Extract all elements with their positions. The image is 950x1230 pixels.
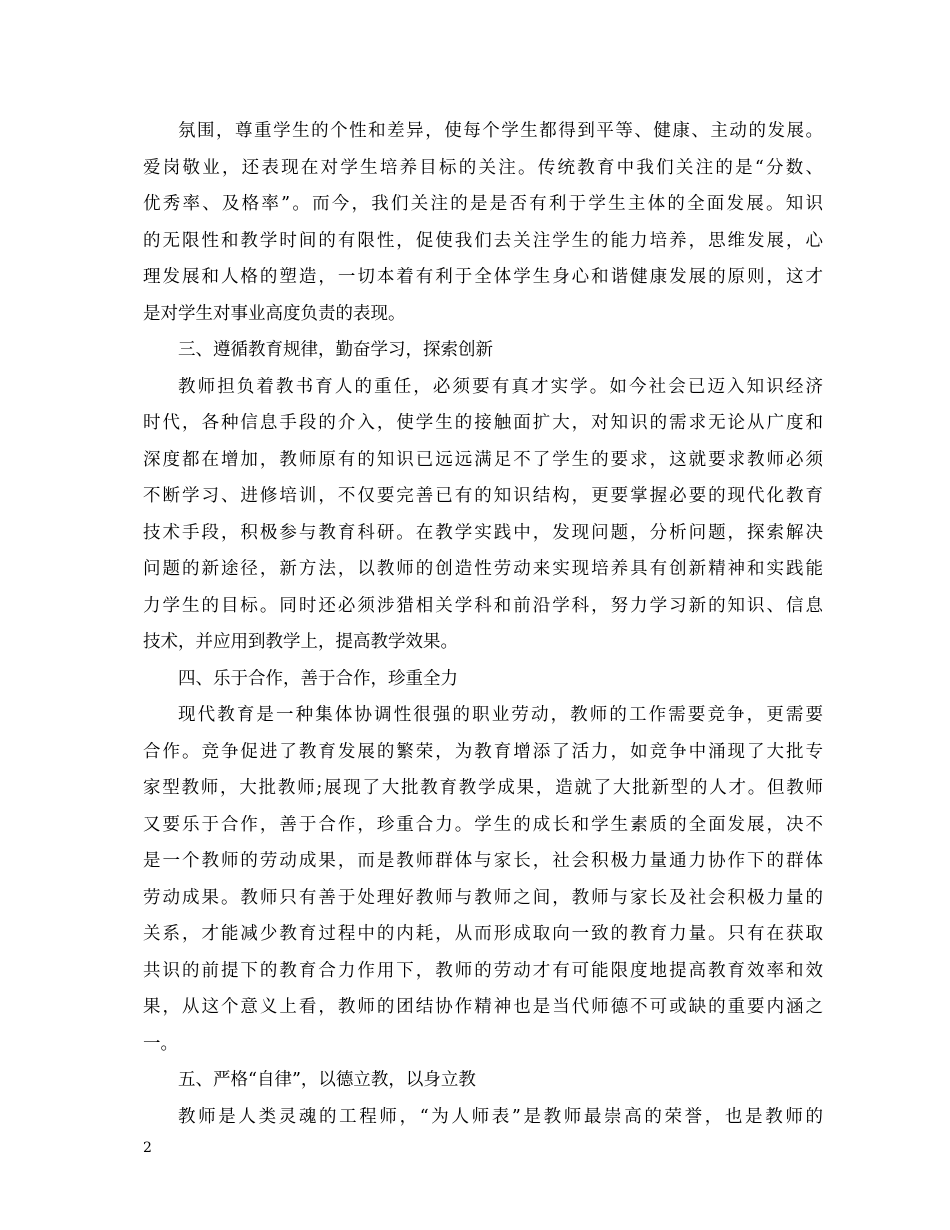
text-line: 时代，各种信息手段的介入，使学生的接触面扩大，对知识的需求无论从广度和 bbox=[143, 413, 823, 433]
page-number: 2 bbox=[143, 1140, 152, 1156]
text-line: 是对学生对事业高度负责的表现。 bbox=[143, 303, 406, 324]
text-line: 教师是人类灵魂的工程师，“为人师表”是教师最崇高的荣誉，也是教师的 bbox=[178, 1106, 823, 1127]
text-line: 力学生的目标。同时还必须涉猎相关学科和前沿学科，努力学习新的知识、信息 bbox=[143, 595, 823, 616]
text-line: 家型教师，大批教师;展现了大批教育教学成果，造就了大批新型的人才。但教师 bbox=[143, 778, 823, 798]
text-line: 果，从这个意义上看，教师的团结协作精神也是当代师德不可或缺的重要内涵之 bbox=[143, 997, 823, 1017]
text-line: 三、遵循教育规律，勤奋学习，探索创新 bbox=[178, 340, 493, 360]
text-line: 合作。竞争促进了教育发展的繁荣，为教育增添了活力，如竞争中涌现了大批专 bbox=[143, 741, 823, 762]
text-line: 是一个教师的劳动成果，而是教师群体与家长，社会积极力量通力协作下的群体 bbox=[143, 851, 823, 871]
text-line: 爱岗敬业，还表现在对学生培养目标的关注。传统教育中我们关注的是“分数、 bbox=[143, 157, 823, 178]
text-line: 劳动成果。教师只有善于处理好教师与教师之间，教师与家长及社会积极力量的 bbox=[143, 887, 823, 908]
text-line: 深度都在增加，教师原有的知识已远远满足不了学生的要求，这就要求教师必须 bbox=[143, 449, 823, 470]
text-line: 技术，并应用到教学上，提高教学效果。 bbox=[143, 632, 458, 652]
text-line: 又要乐于合作，善于合作，珍重合力。学生的成长和学生素质的全面发展，决不 bbox=[143, 814, 823, 835]
text-line: 技术手段，积极参与教育科研。在教学实践中，发现问题，分析问题，探索解决 bbox=[143, 522, 823, 543]
text-line: 理发展和人格的塑造，一切本着有利于全体学生身心和谐健康发展的原则，这才 bbox=[143, 267, 823, 287]
text-line: 现代教育是一种集体协调性很强的职业劳动，教师的工作需要竞争，更需要 bbox=[178, 705, 823, 725]
text-line: 不断学习、进修培训，不仅要完善已有的知识结构，更要掌握必要的现代化教育 bbox=[143, 486, 823, 506]
text-line: 氛围，尊重学生的个性和差异，使每个学生都得到平等、健康、主动的发展。 bbox=[178, 121, 823, 141]
text-line: 关系，才能减少教育过程中的内耗，从而形成取向一致的教育力量。只有在获取 bbox=[143, 924, 823, 944]
text-line: 问题的新途径，新方法，以教师的创造性劳动来实现培养具有创新精神和实践能 bbox=[143, 559, 823, 579]
text-line: 五、严格“自律”，以德立教，以身立教 bbox=[178, 1070, 476, 1090]
text-line: 一。 bbox=[143, 1033, 178, 1054]
text-line: 四、乐于合作，善于合作，珍重全力 bbox=[178, 668, 458, 689]
text-line: 优秀率、及格率”。而今，我们关注的是是否有利于学生主体的全面发展。知识 bbox=[143, 194, 823, 214]
document-body bbox=[143, 113, 823, 1135]
text-line: 教师担负着教书育人的重任，必须要有真才实学。如今社会已迈入知识经济 bbox=[178, 376, 823, 397]
text-line: 的无限性和教学时间的有限性，促使我们去关注学生的能力培养，思维发展，心 bbox=[143, 230, 823, 251]
text-line: 共识的前提下的教育合力作用下，教师的劳动才有可能限度地提高教育效率和效 bbox=[143, 960, 823, 981]
